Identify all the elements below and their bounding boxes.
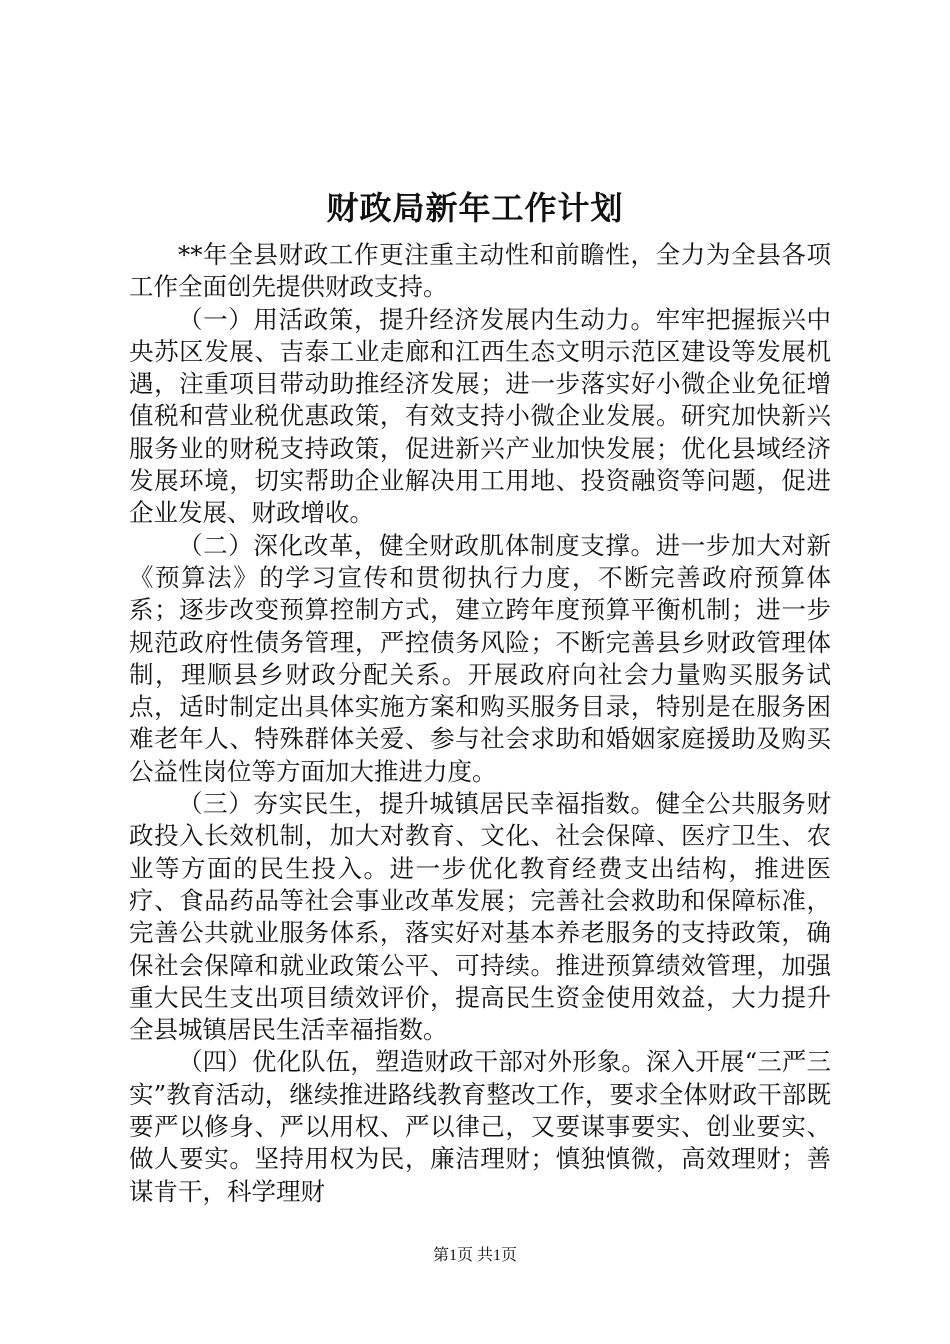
document-body [129, 239, 831, 1208]
paragraph-section-2: （二）深化改革，健全财政肌体制度支撑。进一步加大对新《预算法》的学习宣传和贯彻执行力度，不断完善政府预算体系；逐步改变预算控制方式，建立跨年度预算平衡机制；进一步规范政府性债务管理，严控债务风险；不断完善县乡财政管理体制，理顺县乡财政分配关系。开展政府向社会力量购买服务试点，适时制定出具体实施方案和购买服务目录，特别是在服务困难老年人、特殊群体关爱、参与社会求助和婚姻家庭援助及购买公益性岗位等方面加大推进力度。 [129, 530, 831, 786]
page-footer: 第1页 共1页 [432, 1247, 517, 1264]
paragraph-section-1: （一）用活政策，提升经济发展内生动力。牢牢把握振兴中央苏区发展、吉泰工业走廊和江西生态文明示范区建设等发展机遇，注重项目带动助推经济发展；进一步落实好小微企业免征增值税和营业税优惠政策，有效支持小微企业发展。研究加快新兴服务业的财税支持政策，促进新兴产业加快发展；优化县域经济发展环境，切实帮助企业解决用工用地、投资融资等问题，促进企业发展、财政增收。 [129, 304, 831, 528]
paragraph-intro: **年全县财政工作更注重主动性和前瞻性，全力为全县各项工作全面创先提供财政支持。 [129, 240, 831, 302]
document-title: 财政局新年工作计划 [326, 189, 624, 227]
paragraph-section-3: （三）夯实民生，提升城镇居民幸福指数。健全公共服务财政投入长效机制，加大对教育、文化、社会保障、医疗卫生、农业等方面的民生投入。进一步优化教育经费支出结构，推进医疗、食品药品等社会事业改革发展；完善社会救助和保障标准，完善公共就业服务体系，落实好对基本养老服务的支持政策，确保社会保障和就业政策公平、可持续。推进预算绩效管理，加强重大民生支出项目绩效评价，提高民生资金使用效益，大力提升全县城镇居民生活幸福指数。 [129, 789, 831, 1045]
paragraph-section-4: （四）优化队伍，塑造财政干部对外形象。深入开展“三严三实”教育活动，继续推进路线教育整改工作，要求全体财政干部既要严以修身、严以用权、严以律己，又要谋事要实、创业要实、做人要实。坚持用权为民，廉洁理财；慎独慎微，高效理财；善谋肯干，科学理财 [129, 1047, 831, 1206]
